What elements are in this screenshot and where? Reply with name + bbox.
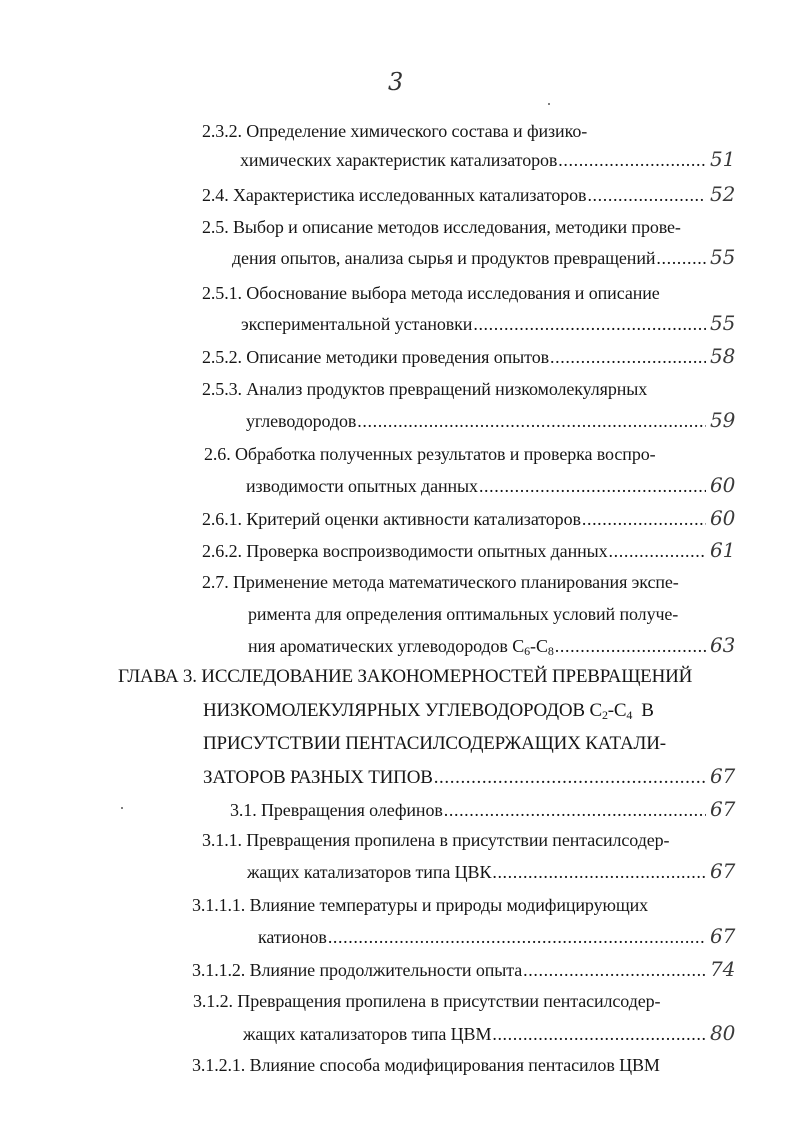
toc-text: 3.1. Превращения олефинов xyxy=(230,800,443,820)
toc-entry-3-1-1-1-cont xyxy=(258,925,742,948)
toc-text: химических характеристик катализаторов xyxy=(240,150,558,170)
toc-entry-2-3-2: 2.3.2. Определение химического состава и физико- xyxy=(202,121,588,141)
page-number: 3 xyxy=(388,68,404,96)
toc-page-number: 80 xyxy=(710,1021,736,1045)
dot-leader xyxy=(444,799,706,821)
toc-page-number: 61 xyxy=(710,538,736,562)
toc-page-number: 55 xyxy=(710,311,736,335)
toc-entry-2-7: 2.7. Применение метода математического планирования экспе- xyxy=(202,572,679,592)
toc-page-number: 51 xyxy=(710,147,736,171)
toc-text: 2.4. Характеристика исследованных катализаторов xyxy=(202,185,587,205)
toc-entry-2-3-2-cont xyxy=(240,148,742,171)
toc-text: углеводородов xyxy=(246,411,357,431)
toc-text: изводимости опытных данных xyxy=(246,476,478,496)
scan-speck xyxy=(548,103,550,105)
toc-text: 2.6.2. Проверка воспроизводимости опытных данных xyxy=(202,541,608,561)
toc-entry-2-5: 2.5. Выбор и описание методов исследования, методики прове- xyxy=(202,217,681,237)
dot-leader xyxy=(473,313,706,335)
toc-text: катионов xyxy=(258,927,327,947)
toc-entry-3-1-1-cont xyxy=(247,860,742,883)
toc-entry-2-5-cont xyxy=(232,246,742,269)
toc-text: ЗАТОРОВ РАЗНЫХ ТИПОВ xyxy=(203,767,433,788)
toc-text: 2.6.1. Критерий оценки активности катализаторов xyxy=(202,509,581,529)
toc-text: 3.1.1.2. Влияние продолжительности опыта xyxy=(192,960,523,980)
toc-entry-3-1-2: 3.1.2. Превращения пропилена в присутствии пентасилсодер- xyxy=(193,991,661,1011)
dot-leader xyxy=(479,475,706,497)
toc-page-number: 63 xyxy=(710,633,736,657)
toc-entry-3-1-1: 3.1.1. Превращения пропилена в присутствии пентасилсодер- xyxy=(202,830,670,850)
chapter-3-heading: ГЛАВА 3. ИССЛЕДОВАНИЕ ЗАКОНОМЕРНОСТЕЙ ПРЕВРАЩЕНИЙ xyxy=(118,666,693,687)
dot-leader xyxy=(656,247,706,269)
toc-page-number: 52 xyxy=(710,182,736,206)
toc-page-number: 67 xyxy=(710,797,736,821)
toc-text: жащих катализаторов типа ЦВК xyxy=(247,862,492,882)
dot-leader xyxy=(555,635,706,657)
toc-text: экспериментальной установки xyxy=(241,314,473,334)
toc-entry-2-5-1: 2.5.1. Обоснование выбора метода исследования и описание xyxy=(202,283,660,303)
dot-leader xyxy=(434,767,706,789)
toc-entry-2-7-cont xyxy=(248,634,742,657)
dot-leader xyxy=(357,410,706,432)
toc-page-number: 55 xyxy=(710,245,736,269)
dot-leader xyxy=(558,149,706,171)
toc-entry-2-4 xyxy=(202,183,742,206)
toc-text: ния ароматических углеводородов $C_6-C_8$ xyxy=(248,636,554,658)
toc-entry-2-6-2 xyxy=(202,539,742,562)
dot-leader xyxy=(582,508,706,530)
toc-entry-2-7-cont: римента для определения оптимальных условий получе- xyxy=(248,604,679,624)
toc-entry-3-1-2-1: 3.1.2.1. Влияние способа модифицирования пентасилов ЦВМ xyxy=(192,1055,660,1075)
chapter-3-heading-cont: НИЗКОМОЛЕКУЛЯРНЫХ УГЛЕВОДОРОДОВ $С_2-С_4$ В xyxy=(203,700,654,722)
toc-page-number: 74 xyxy=(710,957,736,981)
toc-page-number: 60 xyxy=(710,506,736,530)
toc-entry-2-5-3: 2.5.3. Анализ продуктов превращений низкомолекулярных xyxy=(202,379,648,399)
toc-entry-2-5-3-cont xyxy=(246,409,742,432)
toc-entry-2-6-1 xyxy=(202,507,742,530)
toc-page-number: 58 xyxy=(710,344,736,368)
toc-entry-3-1-1-2 xyxy=(192,958,742,981)
toc-page-number: 59 xyxy=(710,408,736,432)
dot-leader xyxy=(609,540,706,562)
dot-leader xyxy=(328,926,706,948)
toc-text: жащих катализаторов типа ЦВМ xyxy=(243,1024,492,1044)
dot-leader xyxy=(492,861,706,883)
toc-entry-3-1 xyxy=(230,798,742,821)
toc-entry-3-1-1-1: 3.1.1.1. Влияние температуры и природы модифицирующих xyxy=(192,895,649,915)
dot-leader xyxy=(550,346,706,368)
toc-entry-2-6: 2.6. Обработка полученных результатов и проверка воспро- xyxy=(204,444,656,464)
dot-leader xyxy=(587,184,706,206)
toc-page-number: 67 xyxy=(710,764,736,788)
toc-entry-3-1-2-cont xyxy=(243,1022,742,1045)
toc-page-number: 60 xyxy=(710,473,736,497)
scan-speck xyxy=(121,807,123,809)
dot-leader xyxy=(492,1023,706,1045)
toc-entry-2-5-1-cont xyxy=(241,312,742,335)
toc-page-number: 67 xyxy=(710,859,736,883)
toc-entry-2-6-cont xyxy=(246,474,742,497)
toc-entry-2-5-2 xyxy=(202,345,742,368)
dot-leader xyxy=(523,959,706,981)
toc-page-number: 67 xyxy=(710,924,736,948)
chapter-3-heading-cont: ПРИСУТСТВИИ ПЕНТАСИЛСОДЕРЖАЩИХ КАТАЛИ- xyxy=(203,733,666,754)
chapter-3-heading-cont xyxy=(203,765,742,789)
toc-text: 2.5.2. Описание методики проведения опытов xyxy=(202,347,550,367)
toc-text: дения опытов, анализа сырья и продуктов превращений xyxy=(232,248,656,268)
